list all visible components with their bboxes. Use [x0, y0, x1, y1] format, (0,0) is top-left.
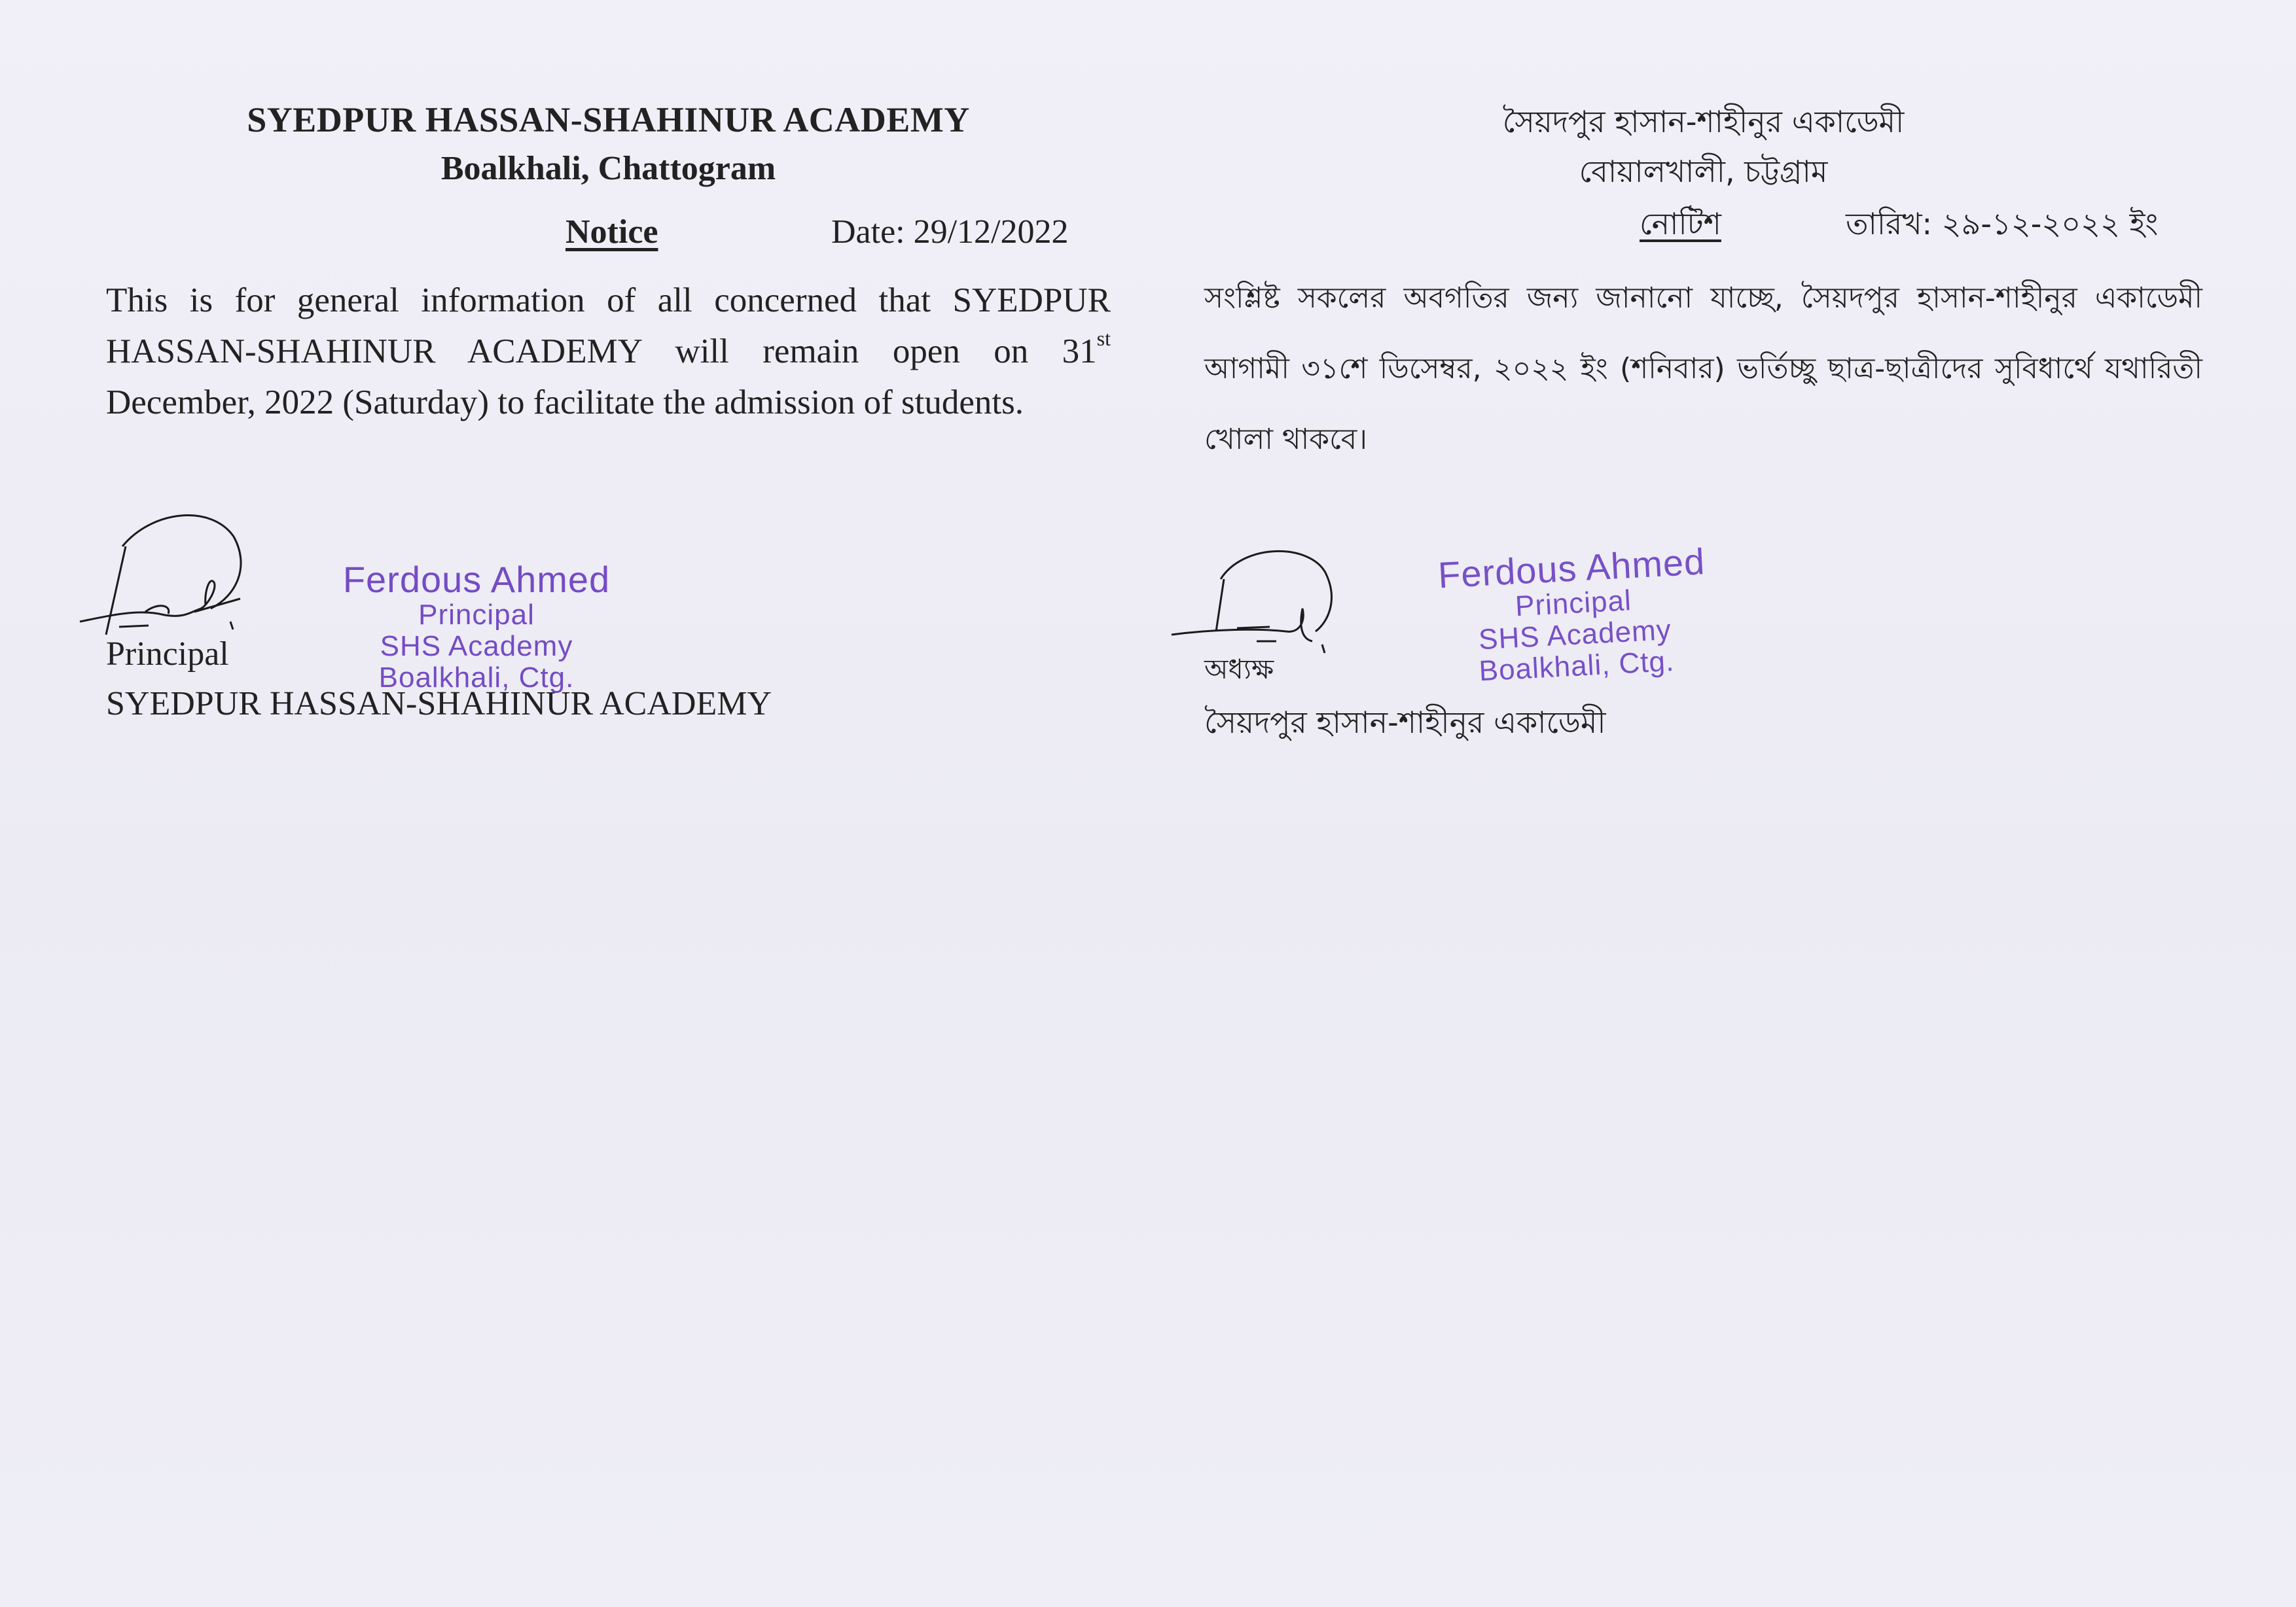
signatory-organization: SYEDPUR HASSAN-SHAHINUR ACADEMY — [106, 685, 772, 722]
signatory-role-bn: অধ্যক্ষ — [1204, 653, 1274, 685]
stamp-name-bn: Ferdous Ahmed — [1437, 540, 1706, 596]
institution-title: SYEDPUR HASSAN-SHAHINUR ACADEMY — [247, 100, 970, 139]
notice-heading: Notice — [565, 213, 658, 251]
principal-stamp-bn — [1394, 541, 1754, 690]
ordinal-suffix: st — [1096, 327, 1111, 350]
stamp-title: Principal — [418, 599, 535, 631]
signatory-role: Principal — [106, 635, 229, 673]
notice-body-bn: সংশ্লিষ্ট সকলের অবগতির জন্য জানানো যাচ্ছে, সৈয়দপুর হাসান-শাহীনুর একাডেমী আগামী ৩১শে ডিসেম্বর, ২০২২ ইং (শনিবার) ভর্তিচ্ছু ছাত্র-ছাত্রীদের সুবিধার্থে যথারিতী খোলা থাকবে। — [1204, 281, 2202, 456]
notice-body — [106, 275, 1111, 428]
notice-body-part-2: December, 2022 (Saturday) to facilitate the admission of students. — [106, 383, 1024, 421]
notice-body-part-1: This is for general information of all concerned that SYEDPUR HASSAN-SHAHINUR ACADEMY will remain open on 31 — [106, 281, 1111, 370]
principal-stamp — [300, 561, 653, 692]
institution-location: Boalkhali, Chattogram — [440, 150, 776, 187]
principal-signature-bn — [1145, 523, 1394, 667]
notice-heading-bn: নোটিশ — [1640, 206, 1721, 241]
institution-location-bn: বোয়ালখালী, চট্টগ্রাম — [1579, 154, 1828, 189]
notice-date: Date: 29/12/2022 — [831, 213, 1069, 251]
stamp-place: Boalkhali, Ctg. — [378, 662, 575, 694]
stamp-title-bn: Principal — [1514, 584, 1632, 623]
institution-title-bn: সৈয়দপুর হাসান-শাহীনুর একাডেমী — [1502, 104, 1905, 139]
notice-date-bn: তারিখ: ২৯-১২-২০২২ ইং — [1846, 206, 2159, 241]
stamp-organization: SHS Academy — [380, 630, 573, 662]
stamp-organization-bn: SHS Academy — [1477, 614, 1672, 656]
stamp-name: Ferdous Ahmed — [342, 559, 611, 600]
signatory-organization-bn: সৈয়দপুর হাসান-শাহীনুর একাডেমী — [1204, 705, 1606, 740]
stamp-place-bn: Boalkhali, Ctg. — [1478, 645, 1676, 688]
principal-signature — [60, 484, 309, 648]
